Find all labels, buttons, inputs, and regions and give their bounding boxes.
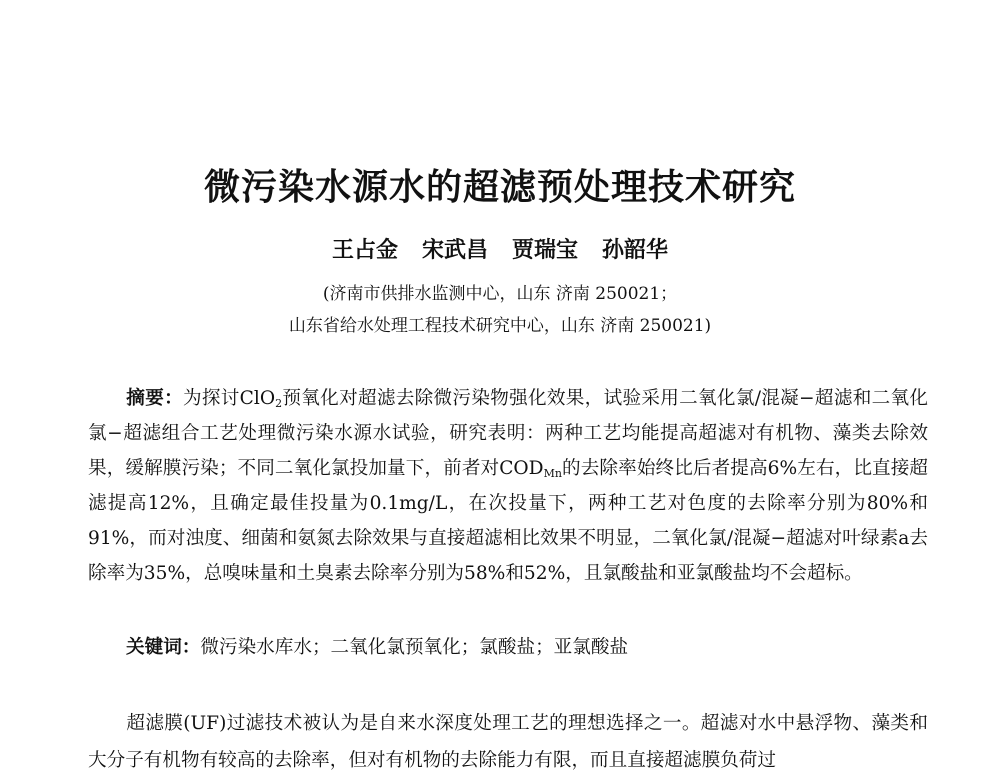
abstract-text: 为探讨ClO [182,388,276,409]
subscript: 2 [275,397,283,410]
keywords [88,633,928,663]
keywords-label: 关键词： [126,637,201,658]
abstract-text: 预氧化对超滤去除微污染物强化效果，试验采用二氧化氯/混凝−超滤和二氧化氯−超滤组合工艺处理微污染水源水试验，研究表明：两种工艺均能提高超滤对有机物、藻类去除效果，缓解膜污染；不同二氧化氯投加量下，前者对COD [88,388,928,479]
abstract-text: 的去除率始终比后者提高6%左右，比直接超滤提高12%，且确定最佳投量为0.1mg/L，在次投量下，两种工艺对色度的去除率分别为80%和91%，而对浊度、细菌和氨氮去除效果与直接超滤相比效果不明显，二氧化氯/混凝−超滤对叶绿素a去除率为35%，总嗅味量和土臭素去除率分别为58%和52%，且氯酸盐和亚氯酸盐均不会超标。 [88,458,928,584]
author-name: 宋武昌 [421,237,488,263]
author-name: 孙韶华 [602,237,669,263]
body-paragraph [88,705,928,779]
abstract-label: 摘要： [126,388,183,409]
author-name: 王占金 [331,237,398,263]
affiliation-line: 山东省给水处理工程技术研究中心，山东 济南 250021) [288,316,712,336]
author-name: 贾瑞宝 [512,237,579,263]
abstract [88,381,928,591]
keywords-text: 微污染水库水；二氧化氯预氧化；氯酸盐；亚氯酸盐 [200,637,629,658]
author-list [0,234,1000,266]
subscript: Mn [543,467,562,480]
affiliation-line: (济南市供排水监测中心，山东 济南 250021； [322,284,678,304]
paper-title: 微污染水源水的超滤预处理技术研究 [203,166,796,208]
body-paragraph-text: 超滤膜(UF)过滤技术被认为是自来水深度处理工艺的理想选择之一。超滤对水中悬浮物、藻类和大分子有机物有较高的去除率，但对有机物的去除能力有限，而且直接超滤膜负荷过 [88,713,928,771]
